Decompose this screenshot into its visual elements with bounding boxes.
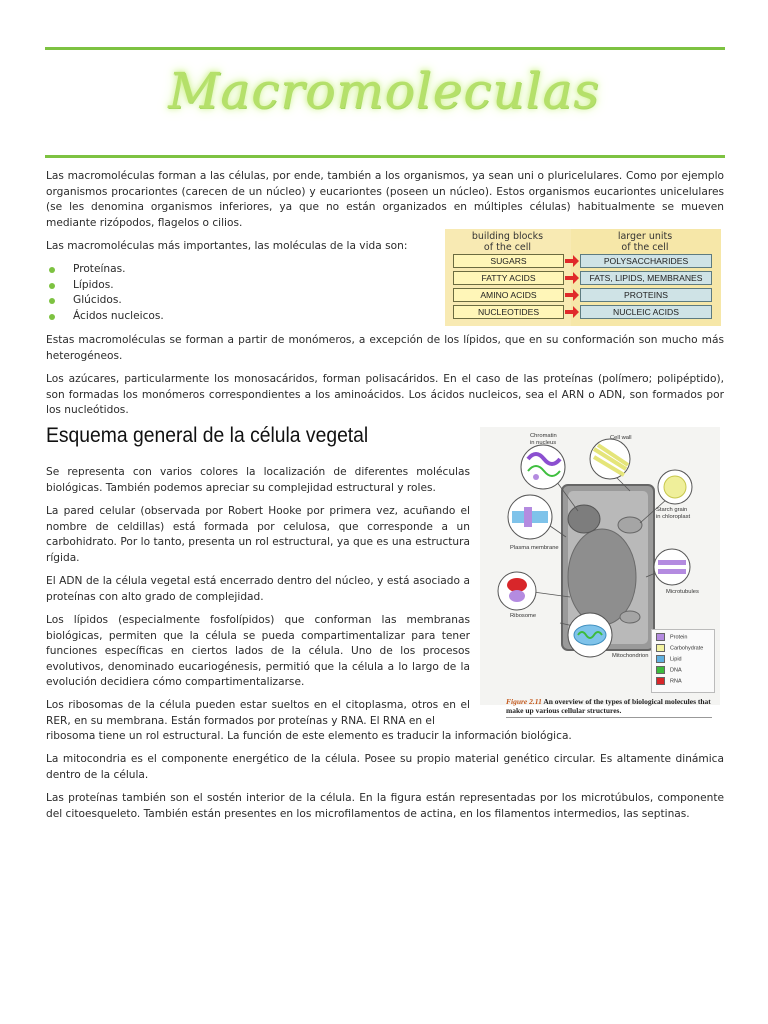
paragraph-intro: Las macromoléculas forman a las células, por ende, también a los organismos, ya sean uni o pluricelulares. Como por ejemplo organismos procariontes (carecen de un núcleo) y eucariontes (poseen un núcleo). Estos organismos eucariontes unicelulares (se les denomina organismos inferiores, ya que no están organizados en múltiples células) habitualmente se mueven mediante rizópodos, flagelos o cilios. [46,170,724,229]
unit-nucleic-acids: NUCLEIC ACIDS [580,305,712,319]
paragraph-monomers: Estas macromoléculas se forman a partir de monómeros, a excepción de los lípidos, que en su conformación son mucho más heterogéneos. [46,334,724,362]
bullet-dot [49,298,55,304]
paragraph-mitochondria: La mitocondria es el componente energético de la célula. Posee su propio material genético circular. Es altamente dinámica dentro de la célula. [46,753,724,781]
label-microtubules: Microtubules [666,589,699,595]
unit-fats-lipids: FATS, LIPIDS, MEMBRANES [580,271,712,285]
list-item: Proteínas. [46,262,164,278]
paragraph-dna: El ADN de la célula vegetal está encerrado dentro del núcleo, y está asociado a proteínas con alto grado de complejidad. [46,575,470,603]
legend-item-rna: RNA [656,677,682,685]
left-column-header: building blocks of the cell [471,231,544,253]
label-plasma-membrane: Plasma membrane [510,545,559,551]
block-fatty-acids: FATTY ACIDS [453,271,564,285]
block-nucleotides: NUCLEOTIDES [453,305,564,319]
paragraph-proteins: Las proteínas también son el sostén interior de la célula. En la figura están representadas por los microtúbulos, componente del citoesqueleto. También están presentes en los microfilamentos de actina, en los filamentos intermedios, las septinas. [46,792,724,820]
top-rule [45,47,725,50]
paragraph-colors: Se representa con varios colores la localización de diferentes moléculas biológicas. También podemos apreciar su complejidad estructural y roles. [46,466,470,494]
bullet-dot [49,267,55,273]
block-amino-acids: AMINO ACIDS [453,288,564,302]
arrow-icon [565,306,579,318]
unit-proteins: PROTEINS [580,288,712,302]
label-chromatin: Chromatin in nucleus [530,433,557,446]
bullet-dot [49,314,55,320]
figure-number: Figure 2.11 [506,697,542,706]
block-sugars: SUGARS [453,254,564,268]
paragraph-ribosomes-cont: ribosoma tiene un rol estructural. La función de este elemento es traducir la información biológica. [46,730,572,742]
right-column-header: larger units of the cell [617,231,673,253]
section-heading: Esquema general de la célula vegetal [46,424,369,447]
arrow-icon [565,255,579,267]
legend-item-lipid: Lipid [656,655,682,663]
label-ribosome: Ribosome [510,613,537,619]
paragraph-list-intro: Las macromoléculas más importantes, las moléculas de la vida son: [46,240,408,252]
list-item: Ácidos nucleicos. [46,309,164,325]
label-mitochondrion: Mitochondrion [612,653,649,659]
paragraph-lipids: Los lípidos (especialmente fosfolípidos) que conforman las membranas biológicas, permiten que la célula se pueda compartimentalizar para tener funciones específicas en ciertos lados de la célula. Uno de los procesos evolutivos, denominado eucariogénesis, permitió que la célula a lo largo de la evolución decidiera cómo compartimentalizarse. [46,614,470,688]
paragraph-ribosomes: Los ribosomas de la célula pueden estar sueltos en el citoplasma, otros en el RER, en su membrana. Están formados por proteínas y RNA. El RNA en el [46,699,470,727]
legend-item-dna: DNA [656,666,682,674]
bullet-dot [49,283,55,289]
arrow-icon [565,289,579,301]
legend-item-protein: Protein [656,633,687,641]
figure-legend [651,629,715,693]
list-item: Lípidos. [46,278,164,294]
arrow-icon [565,272,579,284]
figure-caption [506,697,716,715]
label-starch: Starch grain in chloroplast [656,507,691,520]
legend-item-carbohydrate: Carbohydrate [656,644,703,652]
paragraph-polymers: Los azúcares, particularmente los monosacáridos, forman polisacáridos. En el caso de las proteínas (polímero; polipéptido), son formadas los monómeros correspondientes a los aminoácidos. Los ácidos nucleicos, sea el ARN o ADN, son formados por los nucleótidos. [46,373,724,416]
label-cell-wall: Cell wall [610,435,632,441]
macromolecule-list [46,262,164,324]
building-blocks-figure [445,229,721,326]
page-title: Macromoleculas [168,62,600,120]
figure-caption-text: An overview of the types of biological molecules that make up various cellular structures. [506,697,711,715]
unit-polysaccharides: POLYSACCHARIDES [580,254,712,268]
title-rule [45,155,725,158]
caption-rule [506,717,712,718]
list-item: Glúcidos. [46,293,164,309]
paragraph-cell-wall: La pared celular (observada por Robert Hooke por primera vez, acuñando el nombre de celdillas) está formada por celulosa, que corresponde a un carbohidrato. Por lo tanto, presenta un rol estructural, ya que es una estructura rígida. [46,505,470,564]
